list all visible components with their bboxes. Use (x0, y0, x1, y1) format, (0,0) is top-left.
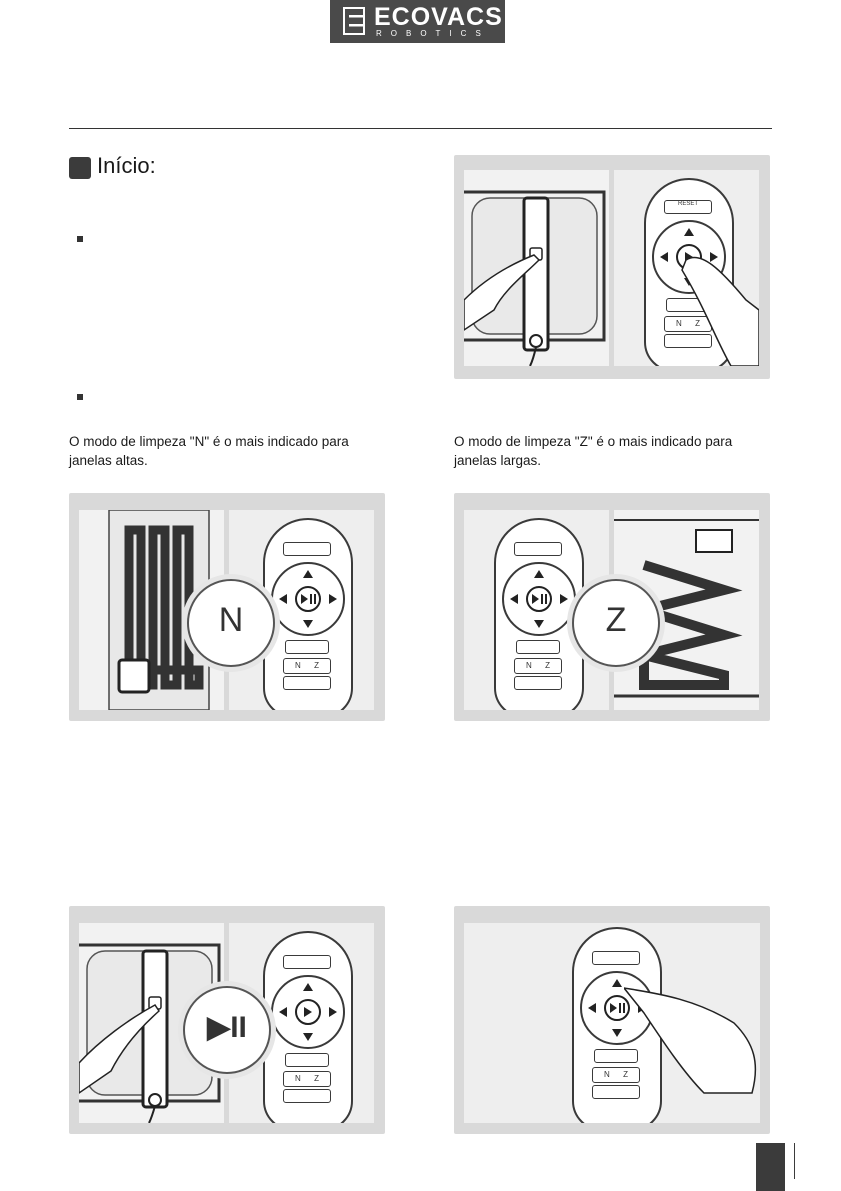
remote-control (263, 518, 353, 710)
robot-on-window-drawing (464, 170, 609, 366)
remote-dpad (271, 975, 345, 1049)
remote-control (263, 931, 353, 1123)
caption-z-mode (454, 432, 774, 470)
illustration-n-mode (69, 493, 385, 721)
dpad-arrows-icon (273, 977, 343, 1047)
remote-bottom-button (514, 676, 562, 690)
illustration-panel-remote (614, 170, 759, 366)
page-number-tab (756, 1143, 785, 1191)
remote-nz-button: N Z (283, 1071, 331, 1087)
section-heading: Início: (97, 153, 156, 178)
caption-z-line1: O modo de limpeza "Z" é o mais indicado para (454, 434, 733, 449)
remote-reset-button (283, 955, 331, 969)
list-bullet-icon (77, 236, 83, 242)
dpad-arrows-icon (504, 564, 574, 634)
brand-logo (330, 0, 505, 43)
logo-subtitle: ROBOTICS (376, 29, 490, 38)
illustration-start-robot (454, 155, 770, 379)
illustration-panel-window (464, 170, 609, 366)
page-divider-line (794, 1143, 795, 1179)
logo-wordmark: ECOVACS (374, 3, 503, 31)
callout-n-letter: N (218, 601, 244, 639)
remote-bottom-button (283, 676, 331, 690)
callout-n-mode (187, 579, 275, 667)
ecovacs-logo-icon (343, 7, 365, 35)
section-marker-icon (69, 157, 91, 179)
caption-n-mode (69, 432, 389, 470)
caption-n-line2: janelas altas. (69, 453, 148, 468)
caption-z-line2: janelas largas. (454, 453, 542, 468)
remote-mode-button (285, 640, 329, 654)
remote-mode-button (516, 640, 560, 654)
header-rule (69, 128, 772, 129)
remote-nz-button: N Z (592, 1067, 640, 1083)
dpad-arrows-icon (273, 564, 343, 634)
remote-dpad (271, 562, 345, 636)
remote-reset-button: RESET (664, 200, 712, 214)
remote-nz-button: N Z (514, 658, 562, 674)
remote-nz-button: N Z (283, 658, 331, 674)
callout-z-letter: Z (605, 601, 627, 639)
remote-reset-button (283, 542, 331, 556)
list-bullet-icon (77, 394, 83, 400)
remote-reset-button (514, 542, 562, 556)
caption-n-line1: O modo de limpeza "N" é o mais indicado para (69, 434, 349, 449)
z-key-label: Z (695, 319, 700, 328)
callout-play-pause-symbol: ▶II (207, 1011, 247, 1044)
hand-pressing-drawing (624, 963, 760, 1103)
illustration-z-mode (454, 493, 770, 721)
hand-pressing-drawing (676, 230, 759, 366)
callout-play-pause (183, 986, 271, 1074)
illustration-play-pause (69, 906, 385, 1134)
n-key-label: N (675, 319, 682, 328)
remote-control (494, 518, 584, 710)
remote-mode-button (285, 1053, 329, 1067)
callout-z-mode (572, 579, 660, 667)
illustration-remote-press (454, 906, 770, 1134)
remote-bottom-button (283, 1089, 331, 1103)
illustration-panel-remote (464, 923, 760, 1123)
remote-dpad (502, 562, 576, 636)
